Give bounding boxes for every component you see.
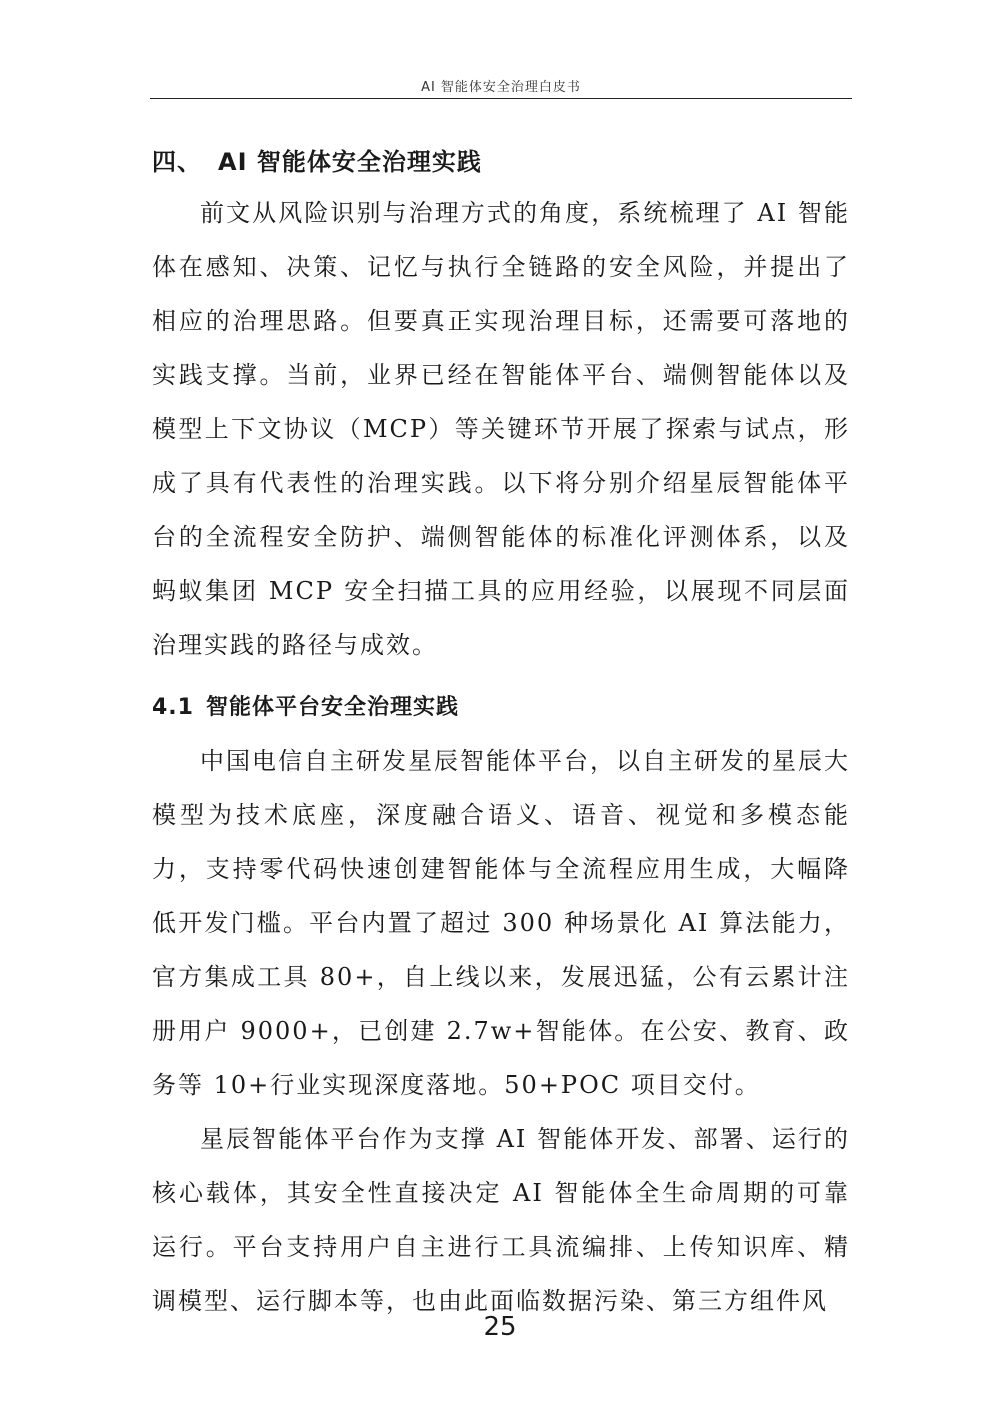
section-intro-paragraph: 前文从风险识别与治理方式的角度，系统梳理了 AI 智能体在感知、决策、记忆与执行全链路的安全风险，并提出了相应的治理思路。但要真正实现治理目标，还需要可落地的实践支撑。当前，业界已经在智能体平台、端侧智能体以及模型上下文协议（MCP）等关键环节开展了探索与试点，形成了具有代表性的治理实践。以下将分别介绍星辰智能体平台的全流程安全防护、端侧智能体的标准化评测体系，以及蚂蚁集团 MCP 安全扫描工具的应用经验，以展现不同层面治理实践的路径与成效。: [152, 199, 850, 659]
page-body: [152, 138, 850, 1328]
subsection-heading: [152, 682, 850, 734]
body-paragraph: 中国电信自主研发星辰智能体平台，以自主研发的星辰大模型为技术底座，深度融合语义、语音、视觉和多模态能力，支持零代码快速创建智能体与全流程应用生成，大幅降低开发门槛。平台内置了超过 300 种场景化 AI 算法能力，官方集成工具 80+，自上线以来，发展迅猛，公有云累计注册用户 9000+，已创建 2.7w+智能体。在公安、教育、政务等 10+行业实现深度落地。50+POC 项目交付。: [152, 747, 850, 1099]
section-number: 四、: [152, 148, 202, 176]
running-header: AI 智能体安全治理白皮书: [421, 80, 581, 95]
subsection-number: 4.1: [152, 695, 194, 720]
body-paragraph: 星辰智能体平台作为支撑 AI 智能体开发、部署、运行的核心载体，其安全性直接决定 AI 智能体全生命周期的可靠运行。平台支持用户自主进行工具流编排、上传知识库、精调模型、运行脚本等，也由此面临数据污染、第三方组件风: [152, 1125, 850, 1315]
page-number: 25: [483, 1312, 517, 1342]
section-heading: [152, 138, 850, 186]
section-title: AI 智能体安全治理实践: [218, 148, 482, 176]
subsection-title: 智能体平台安全治理实践: [205, 695, 459, 720]
header-divider: [150, 98, 852, 99]
